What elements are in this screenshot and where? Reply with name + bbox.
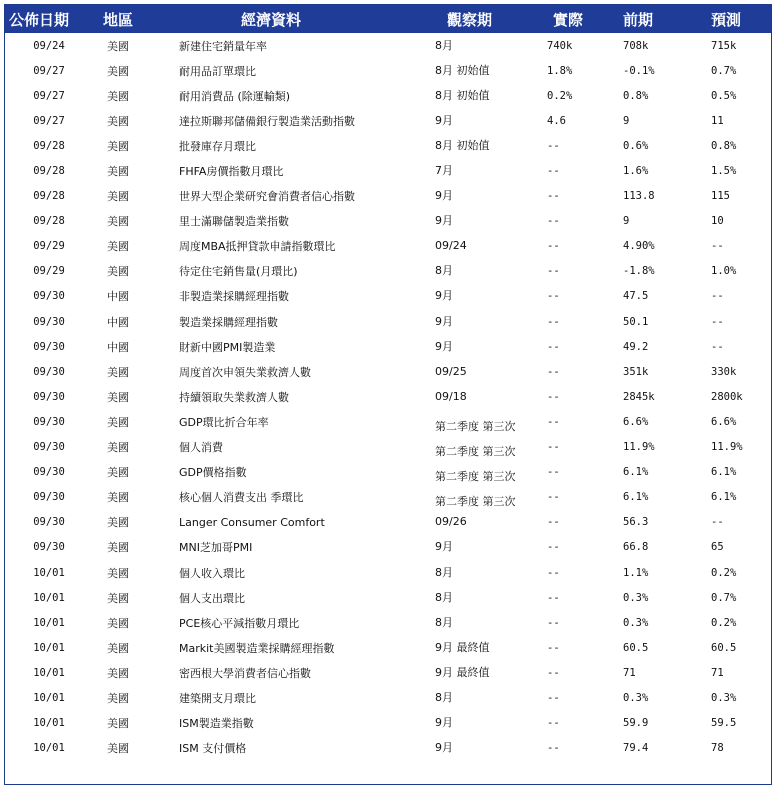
row-forecast: 115: [711, 190, 730, 203]
row-previous: 59.9: [623, 717, 649, 730]
row-forecast: 59.5: [711, 717, 737, 730]
row-indicator-name: 批發庫存月環比: [179, 139, 256, 153]
row-indicator-name: 達拉斯聯邦儲備銀行製造業活動指數: [179, 114, 355, 128]
row-indicator-name: 新建住宅銷量年率: [179, 39, 267, 53]
row-region: 美國: [107, 165, 129, 179]
row-region: 美國: [107, 717, 129, 731]
header-forecast: 預測: [711, 10, 742, 29]
row-indicator-name: ISM 支付價格: [179, 742, 247, 756]
row-date: 10/01: [33, 717, 65, 730]
row-period-text: 第二季度 第三次: [435, 419, 516, 433]
row-forecast: --: [711, 290, 724, 303]
table-row: [5, 209, 771, 234]
row-forecast: --: [711, 240, 724, 253]
row-actual: --: [547, 165, 560, 178]
row-period: 8月: [435, 565, 453, 579]
header-region: 地區: [103, 10, 134, 29]
row-indicator-name: GDP環比折合年率: [179, 415, 269, 429]
row-previous: 60.5: [623, 641, 649, 654]
table-row: [5, 133, 771, 158]
table-body: [5, 33, 771, 761]
row-actual: --: [547, 215, 560, 228]
row-previous: 0.6%: [623, 139, 649, 152]
row-date: 09/27: [33, 89, 65, 102]
row-indicator-name: PCE核心平減指數月環比: [179, 616, 300, 630]
row-previous: 0.8%: [623, 89, 649, 102]
row-actual: --: [547, 139, 560, 152]
row-region: 中國: [107, 340, 129, 354]
row-actual: --: [547, 265, 560, 278]
row-region: 美國: [107, 139, 129, 153]
row-previous: 79.4: [623, 742, 649, 755]
calendar-frame: [4, 4, 772, 785]
row-region: 美國: [107, 390, 129, 404]
row-actual: --: [547, 566, 560, 579]
header-name: 經濟資料: [241, 10, 302, 29]
row-actual: 1.8%: [547, 64, 573, 77]
row-previous: -0.1%: [623, 64, 655, 77]
row-date: 10/01: [33, 616, 65, 629]
row-date: 09/28: [33, 215, 65, 228]
row-region: 美國: [107, 365, 129, 379]
table-row: [5, 108, 771, 133]
row-region: 美國: [107, 516, 129, 530]
row-actual: --: [547, 641, 560, 654]
row-indicator-name: 個人支出環比: [179, 591, 245, 605]
row-region: 中國: [107, 315, 129, 329]
row-region: 美國: [107, 89, 129, 103]
row-date: 09/30: [33, 340, 65, 353]
row-previous: 708k: [623, 39, 649, 52]
row-date: 09/30: [33, 441, 65, 454]
row-previous: 4.90%: [623, 240, 655, 253]
row-previous: 6.6%: [623, 415, 649, 428]
row-previous: 0.3%: [623, 616, 649, 629]
row-period: 9月: [435, 540, 453, 554]
row-forecast: --: [711, 315, 724, 328]
row-indicator-name: 個人收入環比: [179, 566, 245, 580]
row-forecast: 6.6%: [711, 415, 737, 428]
row-region: 美國: [107, 441, 129, 455]
row-previous: 0.3%: [623, 691, 649, 704]
row-forecast: 0.8%: [711, 139, 737, 152]
row-period: 9月: [435, 189, 453, 203]
row-forecast: --: [711, 340, 724, 353]
row-forecast: 1.5%: [711, 165, 737, 178]
row-actual: --: [547, 666, 560, 679]
table-row: [5, 610, 771, 635]
row-period: 7月: [435, 164, 453, 178]
row-period: 8月 初始值: [435, 88, 490, 102]
row-date: 09/24: [33, 39, 65, 52]
row-region: 美國: [107, 39, 129, 53]
row-actual: 4.6: [547, 114, 566, 127]
table-row: [5, 158, 771, 183]
row-indicator-name: GDP價格指數: [179, 466, 247, 480]
row-indicator-name: 非製造業採購經理指數: [179, 290, 289, 304]
row-date: 09/30: [33, 390, 65, 403]
table-row: [5, 33, 771, 58]
row-period: 8月 初始值: [435, 138, 490, 152]
row-previous: 2845k: [623, 390, 655, 403]
row-region: 美國: [107, 265, 129, 279]
row-period: 09/25: [435, 364, 467, 378]
row-forecast: 0.5%: [711, 89, 737, 102]
row-date: 09/27: [33, 64, 65, 77]
row-indicator-name: 周度首次申領失業救濟人數: [179, 365, 311, 379]
row-date: 09/28: [33, 139, 65, 152]
table-row: [5, 460, 771, 485]
row-indicator-name: 密西根大學消費者信心指數: [179, 666, 311, 680]
row-previous: 66.8: [623, 541, 649, 554]
row-period: 9月 最終值: [435, 665, 490, 679]
row-forecast: 0.2%: [711, 566, 737, 579]
table-row: [5, 334, 771, 359]
row-date: 09/30: [33, 365, 65, 378]
row-region: 美國: [107, 240, 129, 254]
row-forecast: 715k: [711, 39, 737, 52]
table-row: [5, 435, 771, 460]
table-row: [5, 83, 771, 108]
row-date: 09/30: [33, 315, 65, 328]
row-forecast: 10: [711, 215, 724, 228]
row-region: 美國: [107, 691, 129, 705]
row-region: 美國: [107, 616, 129, 630]
row-region: 美國: [107, 415, 129, 429]
header-date: 公佈日期: [9, 10, 70, 29]
row-previous: 9: [623, 114, 630, 127]
row-period: 8月: [435, 264, 453, 278]
row-date: 09/29: [33, 240, 65, 253]
row-period-text: 第二季度 第三次: [435, 445, 516, 459]
row-indicator-name: 個人消費: [179, 441, 223, 455]
row-indicator-name: 里士滿聯儲製造業指數: [179, 215, 289, 229]
row-indicator-name: 待定住宅銷售量(月環比): [179, 265, 298, 279]
row-previous: 50.1: [623, 315, 649, 328]
row-actual: --: [547, 240, 560, 253]
row-forecast: --: [711, 516, 724, 529]
header-prev: 前期: [623, 10, 654, 29]
row-date: 09/30: [33, 415, 65, 428]
row-period: [435, 409, 543, 434]
row-period: [435, 460, 543, 485]
header-period: 觀察期: [447, 10, 493, 29]
row-date: 10/01: [33, 566, 65, 579]
row-previous: 11.9%: [623, 441, 655, 454]
table-row: [5, 560, 771, 585]
row-indicator-name: 周度MBA抵押貸款申請指數環比: [179, 240, 336, 254]
row-region: 美國: [107, 591, 129, 605]
row-period: 8月: [435, 38, 453, 52]
row-previous: 351k: [623, 365, 649, 378]
table-row: [5, 660, 771, 685]
row-period: 09/18: [435, 389, 467, 403]
row-period: 09/24: [435, 239, 467, 253]
row-indicator-name: MNI芝加哥PMI: [179, 541, 253, 555]
row-indicator-name: 建築開支月環比: [179, 691, 256, 705]
row-indicator-name: 耐用品訂單環比: [179, 64, 256, 78]
row-actual: --: [547, 290, 560, 303]
row-indicator-name: Markit美國製造業採購經理指數: [179, 641, 335, 655]
row-indicator-name: 製造業採購經理指數: [179, 315, 278, 329]
row-period: [435, 485, 543, 510]
table-row: [5, 635, 771, 660]
header-actual: 實際: [553, 10, 584, 29]
row-region: 美國: [107, 566, 129, 580]
row-period: 9月: [435, 289, 453, 303]
row-period: 9月: [435, 339, 453, 353]
row-date: 10/01: [33, 591, 65, 604]
row-actual: --: [547, 591, 560, 604]
row-date: 09/30: [33, 290, 65, 303]
row-region: 美國: [107, 215, 129, 229]
table-row: [5, 510, 771, 535]
row-actual: --: [547, 541, 560, 554]
row-period: 9月: [435, 741, 453, 755]
table-row: [5, 711, 771, 736]
row-forecast: 71: [711, 666, 724, 679]
table-row: [5, 485, 771, 510]
row-actual: --: [547, 616, 560, 629]
row-forecast: 11.9%: [711, 441, 743, 454]
row-indicator-name: 耐用消費品 (除運輸類): [179, 89, 291, 103]
row-region: 美國: [107, 64, 129, 78]
row-actual: --: [547, 390, 560, 403]
row-region: 美國: [107, 190, 129, 204]
row-period: 8月: [435, 590, 453, 604]
row-indicator-name: Langer Consumer Comfort: [179, 515, 325, 529]
row-indicator-name: 世界大型企業研究會消費者信心指數: [179, 190, 355, 204]
header-row: [5, 5, 771, 33]
row-previous: 1.1%: [623, 566, 649, 579]
row-previous: 49.2: [623, 340, 649, 353]
table-row: [5, 535, 771, 560]
row-period: 9月 最終值: [435, 640, 490, 654]
row-region: 美國: [107, 641, 129, 655]
row-actual: --: [547, 340, 560, 353]
row-date: 09/30: [33, 541, 65, 554]
row-indicator-name: 核心個人消費支出 季環比: [179, 491, 304, 505]
row-forecast: 0.7%: [711, 64, 737, 77]
row-previous: 47.5: [623, 290, 649, 303]
row-forecast: 330k: [711, 365, 737, 378]
row-actual: --: [547, 441, 560, 454]
economic-calendar-table: [5, 5, 771, 761]
row-indicator-name: 持續領取失業救濟人數: [179, 390, 289, 404]
row-date: 09/27: [33, 114, 65, 127]
row-actual: --: [547, 717, 560, 730]
row-forecast: 0.2%: [711, 616, 737, 629]
row-forecast: 0.7%: [711, 591, 737, 604]
row-period: 9月: [435, 716, 453, 730]
row-region: 美國: [107, 541, 129, 555]
row-actual: 0.2%: [547, 89, 573, 102]
table-row: [5, 409, 771, 434]
row-actual: 740k: [547, 39, 573, 52]
row-date: 10/01: [33, 691, 65, 704]
row-region: 美國: [107, 114, 129, 128]
row-period: 9月: [435, 214, 453, 228]
table-row: [5, 359, 771, 384]
row-region: 美國: [107, 466, 129, 480]
row-period: 8月: [435, 615, 453, 629]
row-region: 美國: [107, 491, 129, 505]
row-period: [435, 435, 543, 460]
row-forecast: 0.3%: [711, 691, 737, 704]
row-date: 09/28: [33, 190, 65, 203]
row-actual: --: [547, 742, 560, 755]
row-period: 9月: [435, 314, 453, 328]
table-row: [5, 259, 771, 284]
row-indicator-name: FHFA房價指數月環比: [179, 165, 284, 179]
row-forecast: 1.0%: [711, 265, 737, 278]
table-row: [5, 184, 771, 209]
row-previous: 6.1%: [623, 466, 649, 479]
row-actual: --: [547, 516, 560, 529]
row-actual: --: [547, 315, 560, 328]
row-actual: --: [547, 415, 560, 428]
table-row: [5, 284, 771, 309]
row-forecast: 6.1%: [711, 491, 737, 504]
row-indicator-name: ISM製造業指數: [179, 717, 254, 731]
table-row: [5, 234, 771, 259]
row-period-text: 第二季度 第三次: [435, 470, 516, 484]
table-row: [5, 736, 771, 761]
row-previous: 56.3: [623, 516, 649, 529]
row-previous: 0.3%: [623, 591, 649, 604]
row-region: 美國: [107, 742, 129, 756]
row-actual: --: [547, 466, 560, 479]
row-forecast: 65: [711, 541, 724, 554]
row-forecast: 2800k: [711, 390, 743, 403]
table-row: [5, 384, 771, 409]
row-forecast: 6.1%: [711, 466, 737, 479]
row-period: 8月 初始值: [435, 63, 490, 77]
row-date: 09/30: [33, 491, 65, 504]
row-previous: 71: [623, 666, 636, 679]
table-row: [5, 685, 771, 710]
row-previous: -1.8%: [623, 265, 655, 278]
row-region: 美國: [107, 666, 129, 680]
row-period: 09/26: [435, 515, 467, 529]
row-region: 中國: [107, 290, 129, 304]
row-date: 09/30: [33, 516, 65, 529]
row-date: 09/28: [33, 165, 65, 178]
row-period: 8月: [435, 690, 453, 704]
row-previous: 113.8: [623, 190, 655, 203]
row-date: 10/01: [33, 666, 65, 679]
row-previous: 1.6%: [623, 165, 649, 178]
row-forecast: 11: [711, 114, 724, 127]
row-date: 09/30: [33, 466, 65, 479]
row-actual: --: [547, 365, 560, 378]
row-date: 09/29: [33, 265, 65, 278]
row-indicator-name: 財新中國PMI製造業: [179, 340, 276, 354]
row-date: 10/01: [33, 641, 65, 654]
row-period: 9月: [435, 113, 453, 127]
row-forecast: 78: [711, 742, 724, 755]
row-actual: --: [547, 190, 560, 203]
row-forecast: 60.5: [711, 641, 737, 654]
row-actual: --: [547, 491, 560, 504]
table-row: [5, 58, 771, 83]
row-period-text: 第二季度 第三次: [435, 495, 516, 509]
row-previous: 6.1%: [623, 491, 649, 504]
table-row: [5, 585, 771, 610]
row-date: 10/01: [33, 742, 65, 755]
table-row: [5, 309, 771, 334]
row-actual: --: [547, 691, 560, 704]
row-previous: 9: [623, 215, 630, 228]
